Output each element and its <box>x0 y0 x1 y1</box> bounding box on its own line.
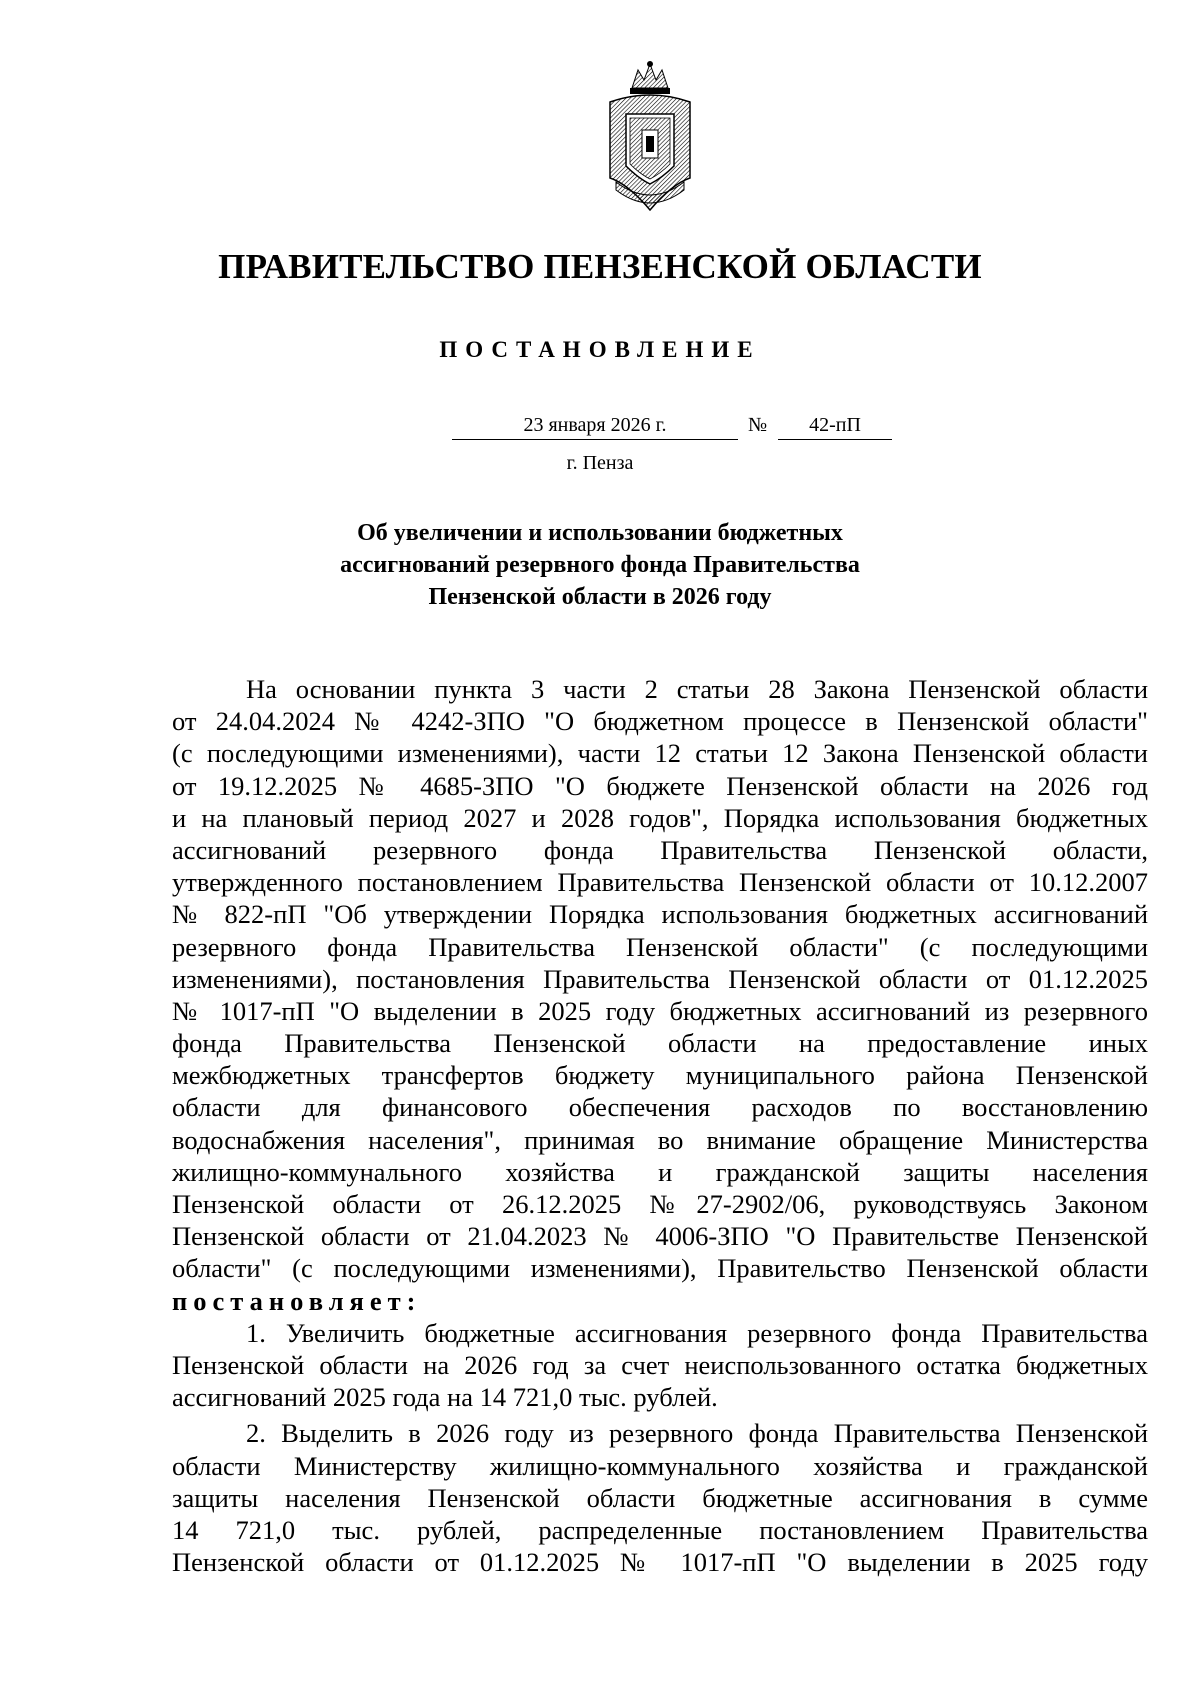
preamble-line: № 822-пП "Об утверждении Порядка использования бюджетных ассигнований <box>172 899 1148 930</box>
preamble-line: области для финансового обеспечения расходов по восстановлению <box>172 1092 1148 1123</box>
item2-line: 14 721,0 тыс. рублей, распределенные постановлением Правительства <box>172 1514 1148 1545</box>
coat-of-arms-icon <box>602 58 698 218</box>
preamble-line: изменениями), постановления Правительства Пензенской области от 01.12.2025 <box>172 963 1148 994</box>
item2-line: 2. Выделить в 2026 году из резервного фонда Правительства Пензенской <box>246 1418 1148 1449</box>
preamble-line: от 19.12.2025 № 4685-ЗПО "О бюджете Пензенской области на 2026 год <box>172 770 1148 801</box>
resolves-word: постановляет: <box>172 1285 422 1316</box>
preamble-line: (с последующими изменениями), части 12 статьи 12 Закона Пензенской области <box>172 738 1148 769</box>
preamble-line: от 24.04.2024 № 4242-ЗПО "О бюджетном процессе в Пензенской области" <box>172 706 1148 737</box>
subject-line: Об увеличении и использовании бюджетных <box>357 520 843 546</box>
item2-line: области Министерству жилищно-коммунального хозяйства и гражданской <box>172 1450 1148 1481</box>
subject-line: Пензенской области в 2026 году <box>428 584 772 610</box>
government-name: ПРАВИТЕЛЬСТВО ПЕНЗЕНСКОЙ ОБЛАСТИ <box>218 247 982 286</box>
document-body <box>172 673 1148 1578</box>
preamble-line: № 1017-пП "О выделении в 2025 году бюджетных ассигнований из резервного <box>172 995 1148 1026</box>
document-number: 42-пП <box>778 412 892 440</box>
resolves-line <box>172 1285 1148 1317</box>
preamble-line: ассигнований резервного фонда Правительства Пензенской области, <box>172 834 1148 865</box>
item2-line: Пензенской области от 01.12.2025 № 1017-пП "О выделении в 2025 году <box>172 1547 1148 1578</box>
document-type: ПОСТАНОВЛЕНИЕ <box>439 337 761 362</box>
item1-line: ассигнований 2025 года на 14 721,0 тыс. рублей. <box>172 1382 718 1413</box>
city: г. Пенза <box>566 452 634 474</box>
item1-line: 1. Увеличить бюджетные ассигнования резервного фонда Правительства <box>246 1317 1148 1348</box>
document-subject <box>0 517 1200 613</box>
preamble-line: На основании пункта 3 части 2 статьи 28 Закона Пензенской области <box>246 674 1148 704</box>
item1-line: Пензенской области на 2026 год за счет неиспользованного остатка бюджетных <box>172 1349 1148 1380</box>
document-date: 23 января 2026 г. <box>452 412 738 440</box>
preamble-line: Пензенской области от 26.12.2025 №27-2902/06, руководствуясь Законом <box>172 1189 1148 1219</box>
preamble-line: межбюджетных трансфертов бюджету муниципального района Пензенской <box>172 1060 1148 1091</box>
preamble-line: резервного фонда Правительства Пензенской области" (с последующими <box>172 931 1148 962</box>
preamble-line: фонда Правительства Пензенской области на предоставление иных <box>172 1028 1148 1059</box>
preamble-line: и на плановый период 2027 и 2028 годов", Порядка использования бюджетных <box>172 802 1148 833</box>
preamble-line: утвержденного постановлением Правительства Пензенской области от 10.12.2007 <box>172 867 1148 898</box>
item2-line: защиты населения Пензенской области бюджетные ассигнования в сумме <box>172 1482 1148 1513</box>
subject-line: ассигнований резервного фонда Правительства <box>340 552 860 578</box>
preamble-line: области" (с последующими изменениями), Правительство Пензенской области <box>172 1253 1148 1284</box>
preamble-line: водоснабжения населения", принимая во внимание обращение Министерства <box>172 1124 1148 1155</box>
number-sign: № <box>748 414 768 436</box>
preamble-line: Пензенской области от 21.04.2023 № 4006-ЗПО "О Правительстве Пензенской <box>172 1221 1148 1252</box>
preamble-line: жилищно-коммунального хозяйства и гражданской защиты населения <box>172 1156 1148 1187</box>
